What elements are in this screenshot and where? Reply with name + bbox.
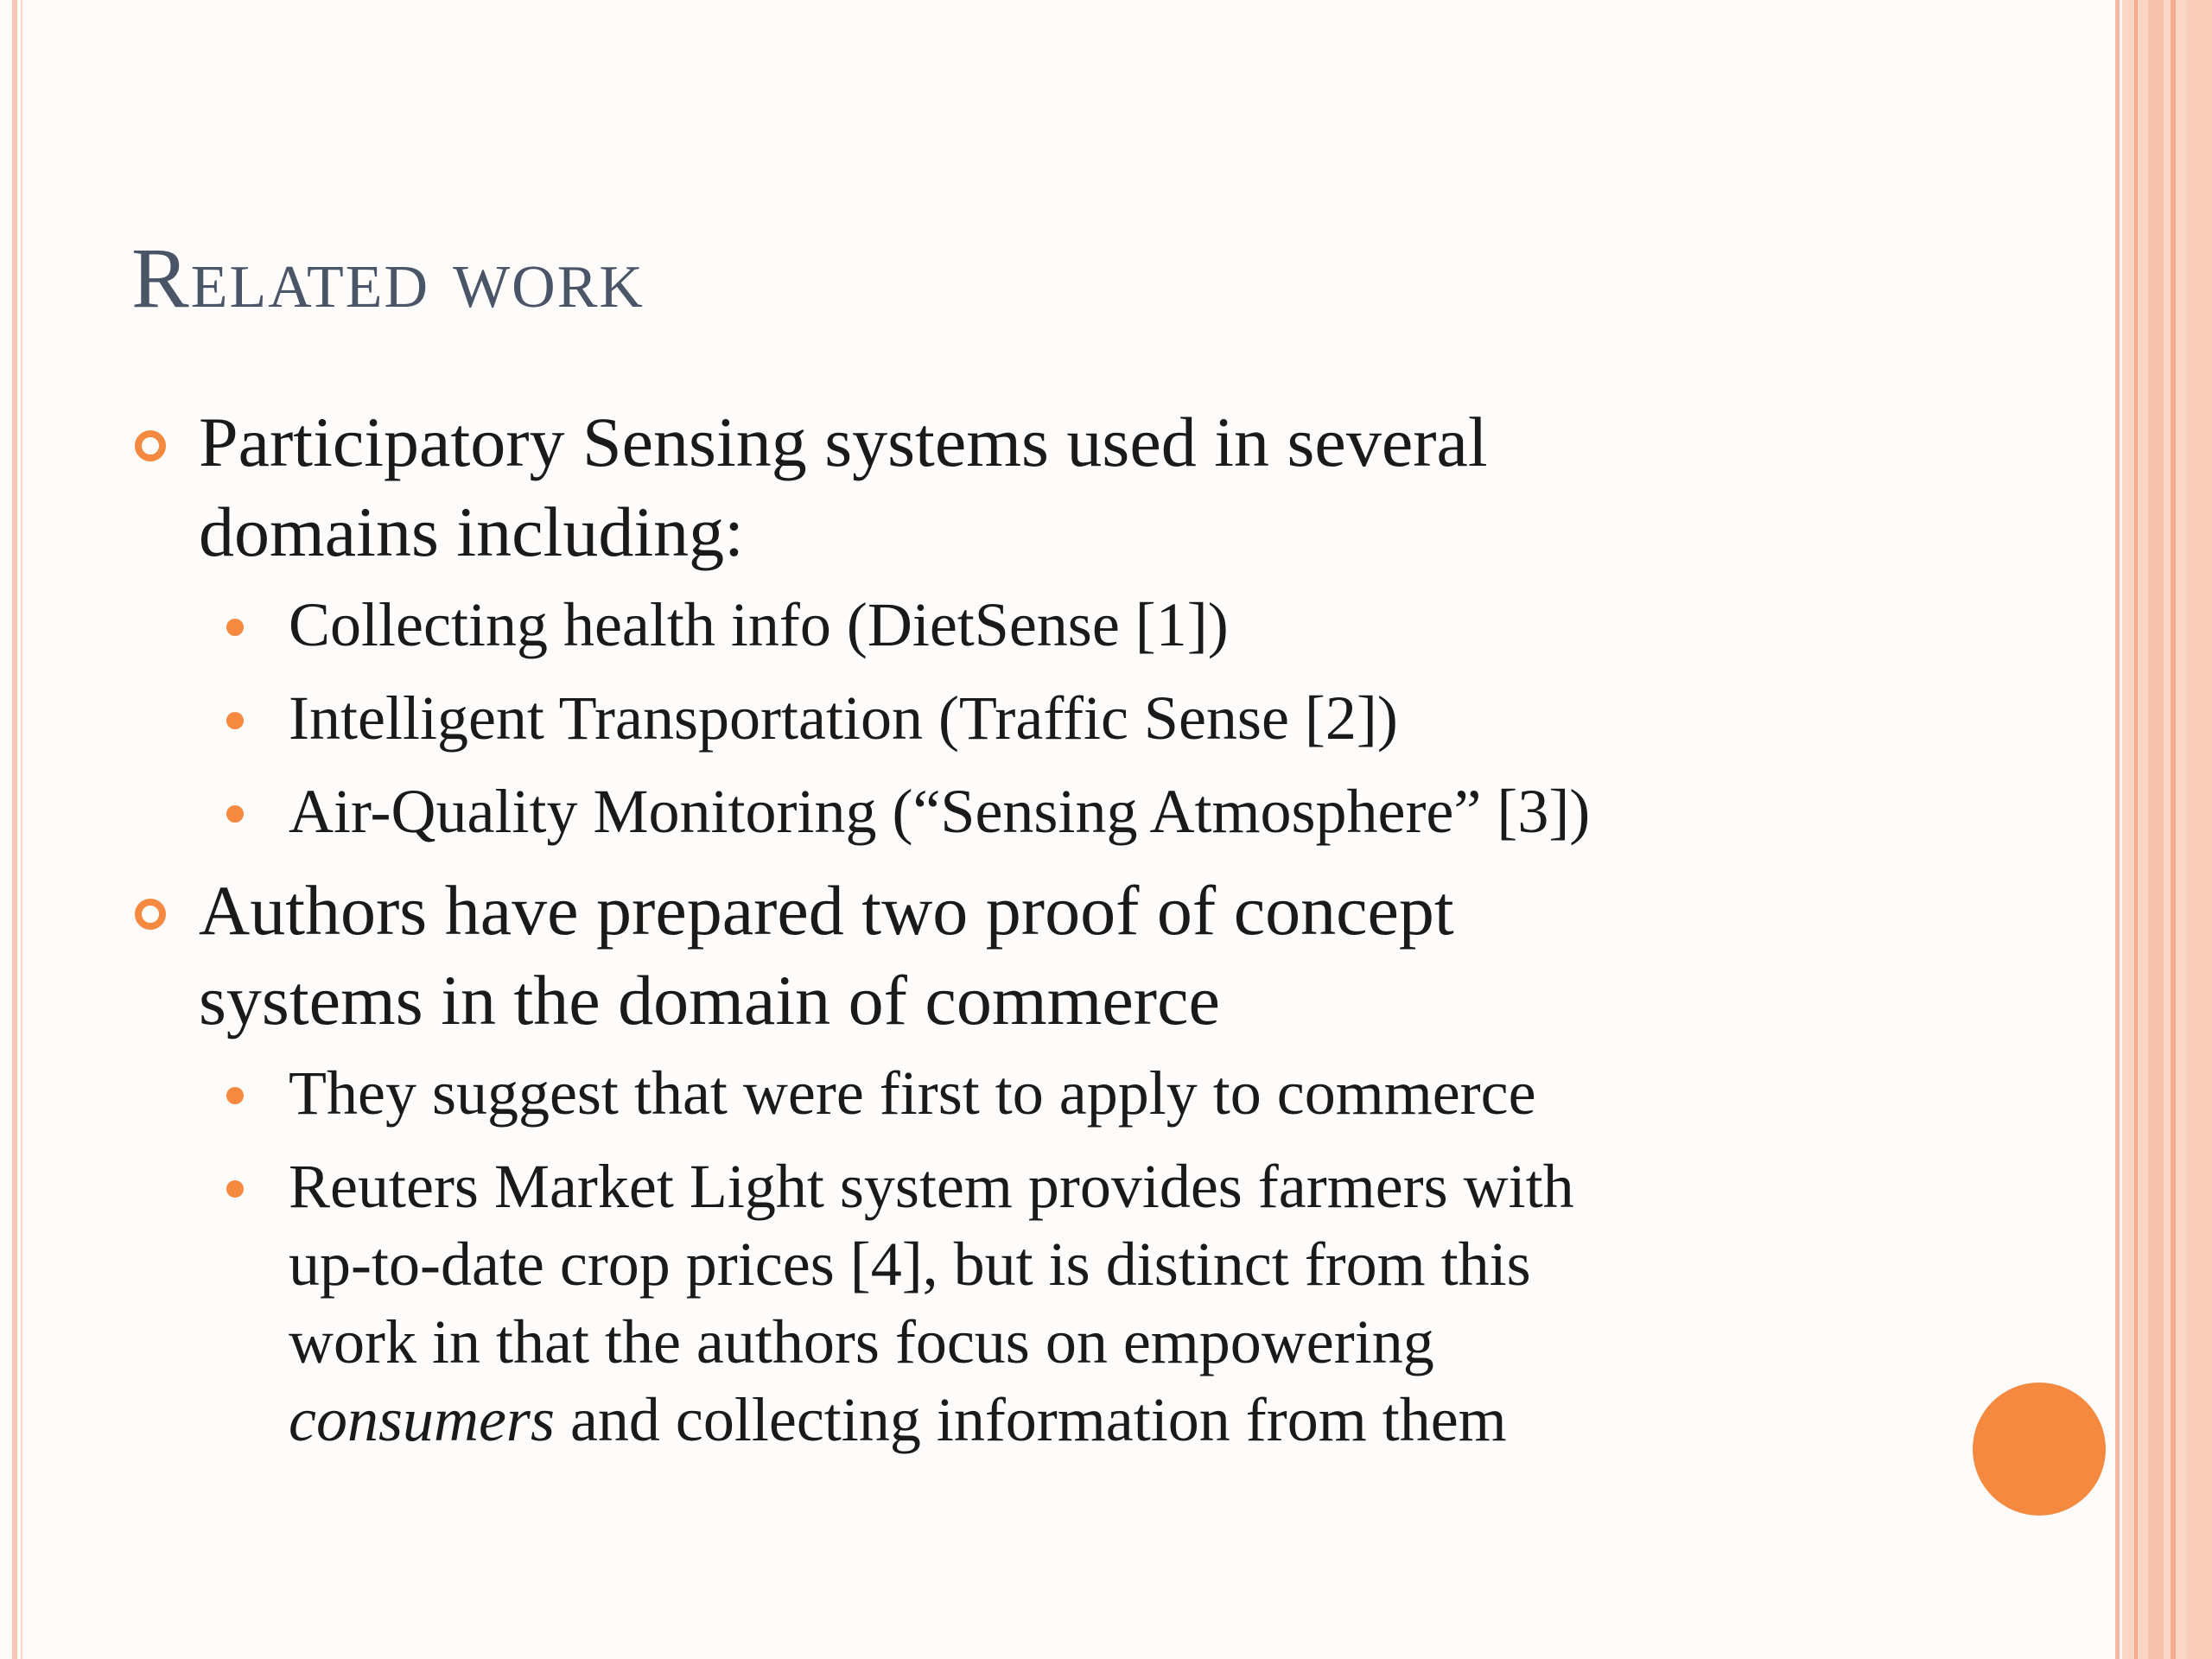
sub-bullet-item	[0, 586, 2074, 664]
dot-bullet-icon	[226, 712, 244, 729]
right-border-line	[2171, 0, 2176, 1659]
dot-bullet-icon	[226, 619, 244, 636]
sub-bullet-item	[0, 1054, 2074, 1132]
sub-bullet-line: Air-Quality Monitoring (“Sensing Atmosphere” [3])	[289, 777, 1591, 846]
sub-bullet-list	[0, 1054, 2074, 1459]
bullet-line: Participatory Sensing systems used in several	[199, 403, 1488, 481]
right-border-line	[2186, 0, 2212, 1659]
dot-bullet-icon	[226, 805, 244, 823]
dot-bullet-icon	[226, 1087, 244, 1104]
sub-bullet-line: Collecting health info (DietSense [1])	[289, 590, 1229, 659]
bullet-line: domains including:	[199, 493, 744, 571]
sub-bullet-line: Reuters Market Light system provides farmers with	[289, 1152, 1574, 1221]
sub-bullet-line: Intelligent Transportation (Traffic Sense [2])	[289, 683, 1398, 753]
sub-bullet-line-text: and collecting information from them	[554, 1385, 1507, 1454]
dot-bullet-icon	[226, 1180, 244, 1198]
sub-bullet-line	[289, 1381, 2074, 1459]
sub-bullet-item	[0, 1147, 2074, 1459]
sub-bullet-list	[0, 586, 2074, 850]
decorative-circle-icon	[1973, 1382, 2106, 1516]
hollow-circle-bullet-icon	[135, 899, 166, 930]
slide-title: Related work	[131, 230, 645, 326]
bullet-item	[0, 397, 2074, 577]
sub-bullet-item	[0, 772, 2074, 850]
bullet-line: systems in the domain of commerce	[199, 961, 1220, 1039]
slide-body	[0, 397, 2074, 1474]
sub-bullet-line: up-to-date crop prices [4], but is distinct from this	[289, 1230, 1531, 1299]
bullet-line: Authors have prepared two proof of concept	[199, 871, 1454, 950]
emphasis-text: consumers	[289, 1385, 555, 1454]
right-border-line	[2134, 0, 2138, 1659]
sub-bullet-item	[0, 679, 2074, 757]
hollow-circle-bullet-icon	[135, 430, 166, 461]
right-border-line	[2148, 0, 2164, 1659]
bullet-item	[0, 866, 2074, 1046]
sub-bullet-line: They suggest that were first to apply to commerce	[289, 1058, 1536, 1128]
sub-bullet-line: work in that the authors focus on empowering	[289, 1307, 1434, 1376]
right-border-line	[2115, 0, 2120, 1659]
